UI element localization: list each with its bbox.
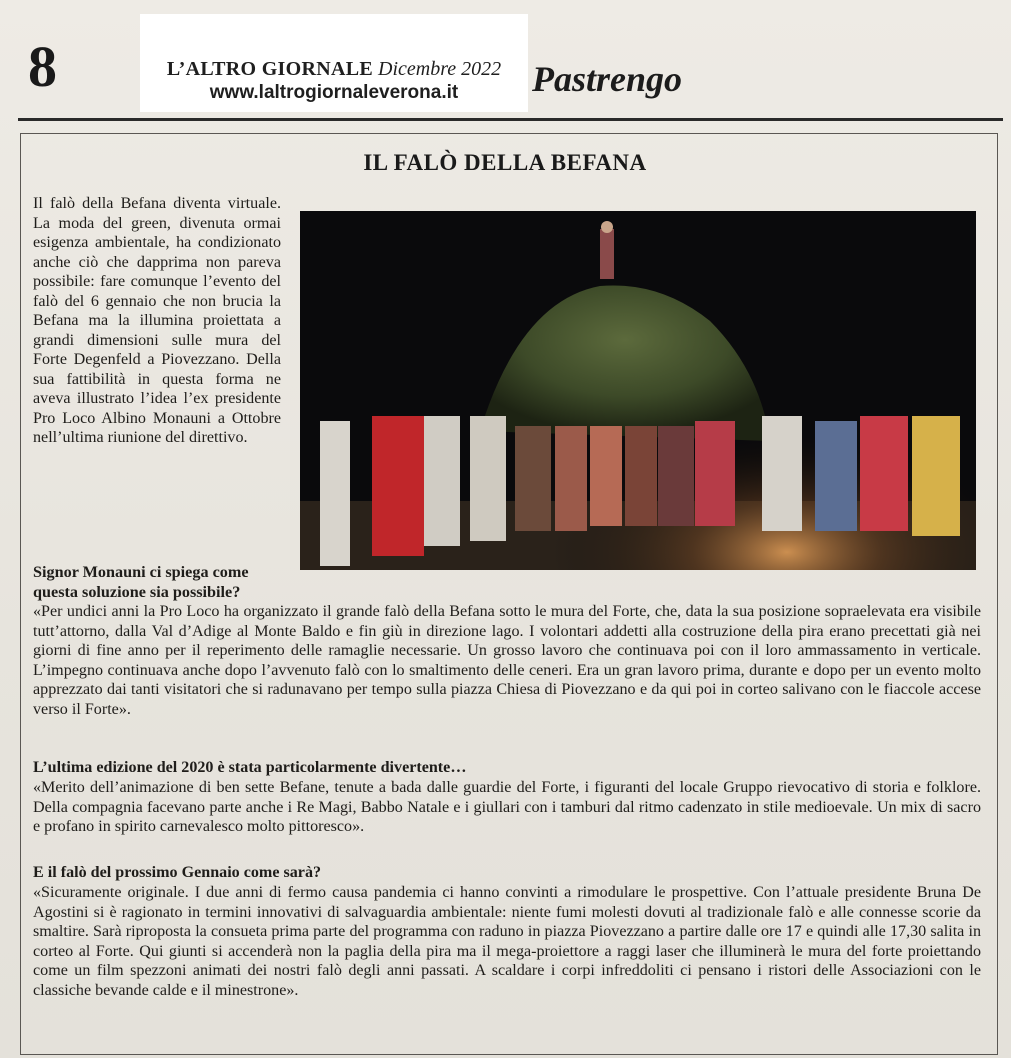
article-headline: IL FALÒ DELLA BEFANA: [363, 150, 647, 175]
masthead-url[interactable]: www.laltrogiornaleverona.it: [209, 82, 459, 103]
article-photo: [300, 211, 976, 570]
question-2: L’ultima edizione del 2020 è stata particolarmente divertente…: [33, 759, 467, 776]
answer-3: «Sicuramente originale. I due anni di fermo causa pandemia ci hanno convinti a rimodulare le prospettive. Con l’attuale presidente Bruna De Agostini si è ragionato in termini innovativi di salvaguardia ambientale: niente fumi molesti dovuti al tradizionale falò e alle connesse scorie da smaltire. Sarà riproposta la consueta prima parte del programma con raduno in piazza Piovezzano a partire dalle ore 17 e quindi alle 17,30 salita in corteo al Forte. Qui giunti si accenderà non la paglia della pira ma il mega-proiettore a raggi laser che illuminerà le mura del forte proiettando come un film spezzoni animati dei nostri falò degli anni passati. A scaldare i corpi infreddoliti ci pensano i ristori delle Associazioni con le classiche bevande calde e il minestrone».: [33, 884, 981, 999]
masthead-title: L’ALTRO GIORNALE: [166, 58, 374, 80]
masthead-box: [140, 14, 528, 112]
page-number: 8: [28, 34, 57, 99]
header-rule: [18, 118, 1003, 121]
answer-2: «Merito dell’animazione di ben sette Befane, tenute a bada dalle guardie del Forte, i figuranti del locale Gruppo rievocativo di storia e folklore. Della compagnia facevano parte anche i Re Magi, Babbo Natale e i giullari con i tamburi dal ritmo cadenzato in stile medioevale. Un mix di sacro e profano in spirito carnevalesco molto pittoresco».: [33, 779, 981, 836]
masthead-date: Dicembre 2022: [378, 58, 502, 80]
article-lead: Il falò della Befana diventa virtuale. La moda del green, divenuta ormai esigenza ambientale, ha condizionato anche ciò che dapprima non pareva possibile: fare comunque l’evento del falò del 6 gennaio che non brucia la Befana ma la illumina proiettata a grandi dimensioni sulle mura del Forte Degenfeld a Piovezzano. Della sua fattibilità in questa forma ne aveva illustrato l’idea l’ex presidente Pro Loco Albino Monauni a Ottobre nell’ultima riunione del direttivo.: [33, 195, 281, 446]
answer-1: «Per undici anni la Pro Loco ha organizzato il grande falò della Befana sotto le mura del Forte, che, data la sua posizione sopraelevata era visibile tutt’attorno, dalla Val d’Adige al Monte Baldo e fin giù in direzione lago. I volontari addetti alla costruzione della pira erano precettati già nei giorni di fine anno per il reperimento delle ramaglie necessarie. Un grosso lavoro che continuava poi con il loro ammassamento in verticale. L’impegno continuava anche dopo l’avvenuto falò con lo smaltimento delle ceneri. Era un gran lavoro prima, durante e dopo per un evento molto apprezzato dai tanti visitatori che si radunavano per tempo sulla piazza Chiesa di Piovezzano e da qui poi in corteo salivano con le fiaccole accese verso il Forte».: [33, 603, 981, 718]
question-3: E il falò del prossimo Gennaio come sarà?: [33, 864, 322, 881]
photo-illustration: [300, 211, 976, 570]
section-title: Pastrengo: [532, 59, 683, 99]
masthead-line: [140, 58, 528, 81]
question-1: Signor Monauni ci spiega come questa soluzione sia possibile?: [33, 563, 249, 601]
